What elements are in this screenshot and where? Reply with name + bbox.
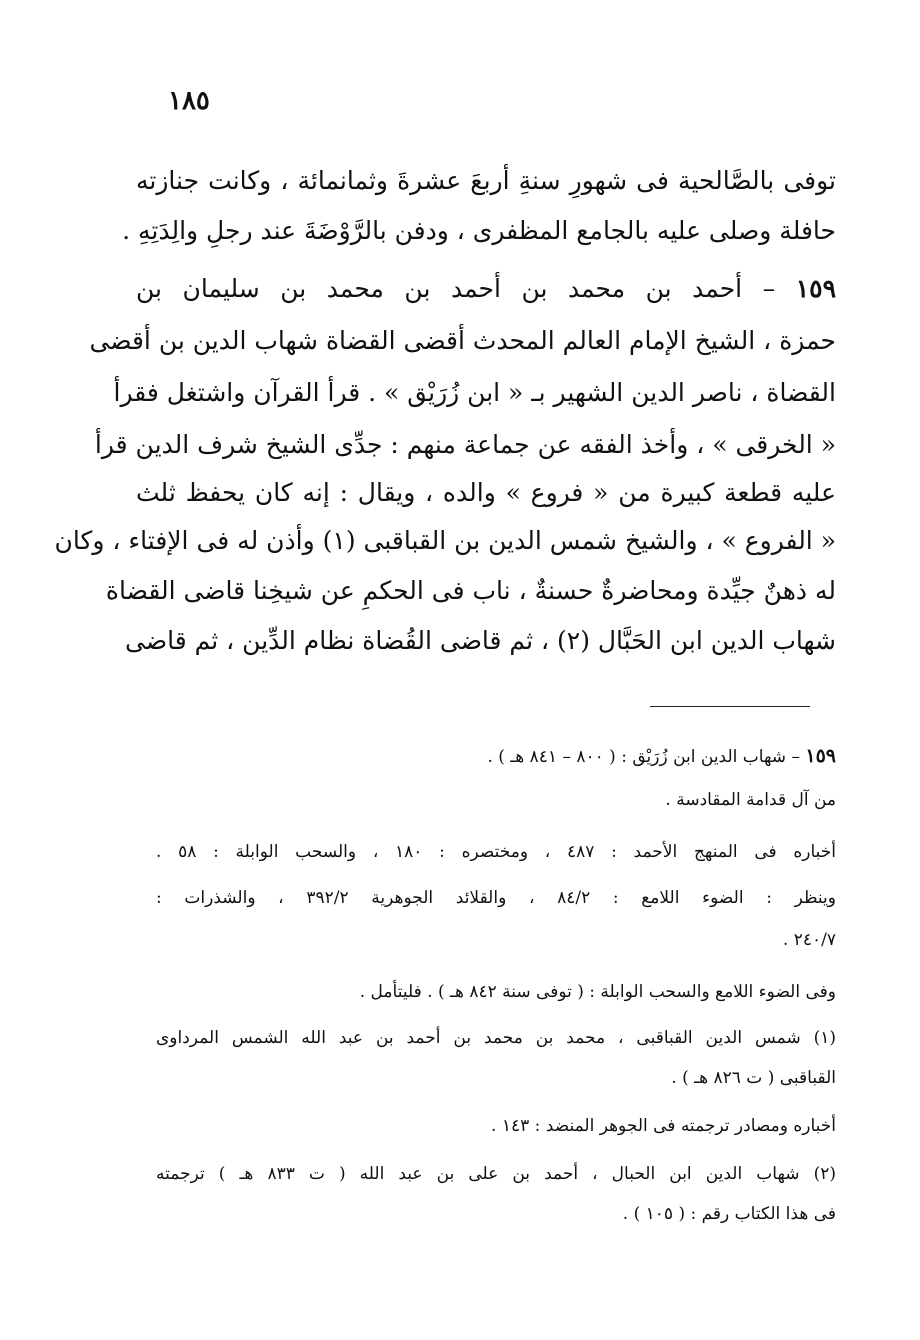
entry-name: أحمد بن محمد بن أحمد بن محمد بن سليمان بن	[136, 274, 743, 303]
footnote-line: القباقبى ( ت ٨٢٦ هـ ) .	[671, 1068, 836, 1088]
footnote-line: أخباره فى المنهج الأحمد : ٤٨٧ ، ومختصره : ١٨٠ ، والسحب الوابلة : ٥٨ .	[156, 842, 837, 862]
footnote-separator	[650, 706, 810, 707]
text-line: القضاة ، ناصر الدين الشهير بـ « ابن زُرَيْق » . قرأ القرآن واشتغل فقرأ	[113, 378, 836, 407]
footnote-entry-text: – شهاب الدين ابن زُرَيْق : ( ٨٠٠ – ٨٤١ هـ ) .	[487, 747, 800, 767]
text-line: « الفروع » ، والشيخ شمس الدين بن القباقبى (١) وأذن له فى الإفتاء ، وكان	[54, 526, 836, 555]
footnote-line: وفى الضوء اللامع والسحب الوابلة : ( توفى سنة ٨٤٢ هـ ) . فليتأمل .	[359, 982, 836, 1002]
footnote-line	[156, 744, 836, 769]
text-line: له ذهنٌ جيِّدة ومحاضرةٌ حسنةٌ ، ناب فى الحكمِ عن شيخِنا قاضى القضاة	[105, 576, 836, 605]
footnote-line: ٢٤٠/٧ .	[782, 930, 836, 950]
footnote-line: فى هذا الكتاب رقم : ( ١٠٥ ) .	[622, 1204, 836, 1224]
text-line: توفى بالصَّالحية فى شهورِ سنةِ أربعَ عشرةَ وثمانمائة ، وكانت جنازته	[136, 166, 836, 195]
footnote-line: (١) شمس الدين القباقبى ، محمد بن محمد بن أحمد بن عبد الله الشمس المرداوى	[156, 1028, 836, 1048]
footnote-line: وينظر : الضوء اللامع : ٨٤/٢ ، والقلائد الجوهرية ٣٩٢/٢ ، والشذرات :	[156, 888, 836, 908]
text-line: حمزة ، الشيخ الإمام العالم المحدث أقضى القضاة شهاب الدين بن أقضى	[89, 326, 836, 355]
text-line: « الخرقى » ، وأخذ الفقه عن جماعة منهم : جدِّى الشيخ شرف الدين قرأ	[94, 430, 836, 459]
page-number: ١٨٥	[168, 86, 210, 116]
footnote-line: أخباره ومصادر ترجمته فى الجوهر المنضد : ١٤٣ .	[491, 1116, 836, 1136]
entry-dash: –	[762, 274, 776, 303]
entry-heading-line	[136, 274, 836, 304]
footnote-entry-number: ١٥٩	[805, 745, 836, 767]
footnote-line: من آل قدامة المقادسة .	[665, 790, 836, 810]
text-line: حافلة وصلى عليه بالجامع المظفرى ، ودفن بالرَّوْضَةَ عند رجلِ والِدَتِهِ .	[122, 216, 836, 245]
entry-number: ١٥٩	[795, 274, 837, 303]
footnote-line: (٢) شهاب الدين ابن الحبال ، أحمد بن على بن عبد الله ( ت ٨٣٣ هـ ) ترجمته	[156, 1164, 837, 1184]
text-line: عليه قطعة كبيرة من « فروع » والده ، ويقال : إنه كان يحفظ ثلث	[136, 478, 836, 507]
text-line: شهاب الدين ابن الحَبَّال (٢) ، ثم قاضى القُضاة نظام الدِّين ، ثم قاضى	[125, 626, 836, 655]
